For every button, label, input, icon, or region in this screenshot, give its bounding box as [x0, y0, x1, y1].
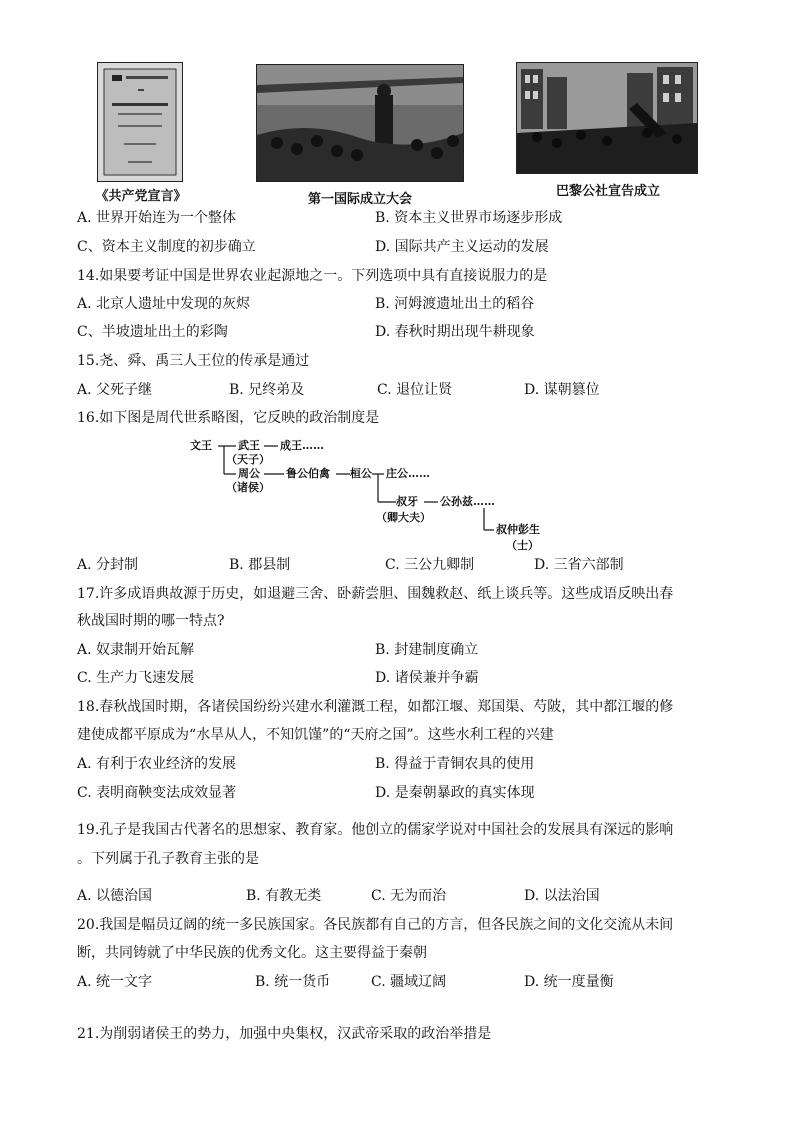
lineage-zhuanggong: 庄公…… [386, 467, 430, 480]
q17-option-c[interactable]: C. 生产力飞速发展 [77, 670, 195, 686]
lineage-gongsunzi: 公孙兹…… [440, 495, 495, 508]
image-caption-first-international: 第一国际成立大会 [307, 192, 412, 207]
lineage-lugong: 鲁公伯禽 [286, 467, 330, 480]
lineage-tianzi-label: （天子） [226, 453, 270, 466]
q18-option-d[interactable]: D. 是秦朝暴政的真实体现 [375, 785, 535, 801]
q21-stem: 21.为削弱诸侯王的势力，加强中央集权，汉武帝采取的政治举措是 [77, 1026, 492, 1042]
q16-option-b[interactable]: B. 郡县制 [229, 557, 291, 573]
q19-option-c[interactable]: C. 无为而治 [371, 888, 447, 904]
lineage-chengwang: 成王…… [280, 439, 324, 452]
q19-option-a[interactable]: A. 以德治国 [77, 888, 153, 904]
q19-stem-line1: 19.孔子是我国古代著名的思想家、教育家。他创立的儒家学说对中国社会的发展具有深远的影响 [77, 822, 674, 838]
q13-option-a[interactable]: A. 世界开始连为一个整体 [77, 210, 237, 226]
lineage-shi-label: （士） [506, 539, 539, 552]
lineage-zhuhou-label: （诸侯） [226, 481, 270, 494]
q16-option-d[interactable]: D. 三省六部制 [534, 557, 624, 573]
q18-option-c[interactable]: C. 表明商鞅变法成效显著 [77, 785, 237, 801]
q18-stem-line2: 建使成都平原成为“水旱从人，不知饥馑”的“天府之国”。这些水利工程的兴建 [77, 727, 554, 743]
q19-option-d[interactable]: D. 以法治国 [524, 888, 600, 904]
q18-option-a[interactable]: A. 有利于农业经济的发展 [77, 756, 237, 772]
q14-option-c[interactable]: C、半坡遗址出土的彩陶 [77, 324, 228, 340]
q14-option-b[interactable]: B. 河姆渡遗址出土的稻谷 [375, 296, 535, 312]
lineage-wuwang: 武王 [238, 439, 260, 452]
q19-option-b[interactable]: B. 有教无类 [246, 888, 322, 904]
q18-stem-line1: 18.春秋战国时期，各诸侯国纷纷兴建水利灌溉工程，如都江堰、郑国渠、芍陂，其中都江堰的修 [77, 699, 674, 715]
q15-option-b[interactable]: B. 兄终弟及 [229, 382, 305, 398]
lineage-wenwang: 文王 [190, 439, 212, 452]
q20-stem-line2: 断，共同铸就了中华民族的优秀文化。这主要得益于秦朝 [77, 945, 427, 961]
q17-option-b[interactable]: B. 封建制度确立 [375, 642, 479, 658]
q20-option-d[interactable]: D. 统一度量衡 [524, 974, 614, 990]
lineage-zhougong: 周公 [238, 467, 260, 480]
q17-option-d[interactable]: D. 诸侯兼并争霸 [375, 670, 479, 686]
lineage-shuzhong: 叔仲彭生 [496, 523, 540, 536]
paris-commune-image [516, 62, 698, 174]
q17-stem-line2: 秋战国时期的哪一特点? [77, 613, 225, 629]
image-caption-manifesto: 《共产党宣言》 [95, 189, 187, 204]
lineage-qingdafu-label: （卿大夫） [376, 511, 431, 524]
first-international-image [256, 64, 464, 182]
image-caption-paris-commune: 巴黎公社宣告成立 [555, 184, 660, 199]
q18-option-b[interactable]: B. 得益于青铜农具的使用 [375, 756, 535, 772]
lineage-shuya: 叔牙 [396, 495, 418, 508]
q14-stem: 14.如果要考证中国是世界农业起源地之一。下列选项中具有直接说服力的是 [77, 268, 548, 284]
q20-option-b[interactable]: B. 统一货币 [255, 974, 331, 990]
q19-stem-line2: 。下列属于孔子教育主张的是 [77, 851, 259, 867]
q14-option-a[interactable]: A. 北京人遗址中发现的灰烬 [77, 296, 251, 312]
q16-option-c[interactable]: C. 三公九卿制 [385, 557, 475, 573]
q17-stem-line1: 17.许多成语典故源于历史，如退避三舍、卧薪尝胆、围魏救赵、纸上谈兵等。这些成语反映出春 [77, 586, 674, 602]
q15-option-a[interactable]: A. 父死子继 [77, 382, 153, 398]
q16-stem: 16.如下图是周代世系略图，它反映的政治制度是 [77, 410, 380, 426]
lineage-huangong: 桓公 [350, 467, 372, 480]
communist-manifesto-image [97, 62, 183, 182]
zhou-lineage-diagram [188, 436, 558, 558]
q20-option-a[interactable]: A. 统一文字 [77, 974, 153, 990]
q16-option-a[interactable]: A. 分封制 [77, 557, 139, 573]
q15-option-c[interactable]: C. 退位让贤 [377, 382, 453, 398]
q14-option-d[interactable]: D. 春秋时期出现牛耕现象 [375, 324, 535, 340]
q20-stem-line1: 20.我国是幅员辽阔的统一多民族国家。各民族都有自己的方言，但各民族之间的文化交流从未间 [77, 917, 674, 933]
q15-option-d[interactable]: D. 谋朝篡位 [524, 382, 600, 398]
q13-option-b[interactable]: B. 资本主义世界市场逐步形成 [375, 210, 563, 226]
q13-option-c[interactable]: C、资本主义制度的初步确立 [77, 239, 256, 255]
q15-stem: 15.尧、舜、禹三人王位的传承是通过 [77, 353, 310, 369]
q13-option-d[interactable]: D. 国际共产主义运动的发展 [375, 239, 549, 255]
q20-option-c[interactable]: C. 疆域辽阔 [371, 974, 447, 990]
q17-option-a[interactable]: A. 奴隶制开始瓦解 [77, 642, 195, 658]
